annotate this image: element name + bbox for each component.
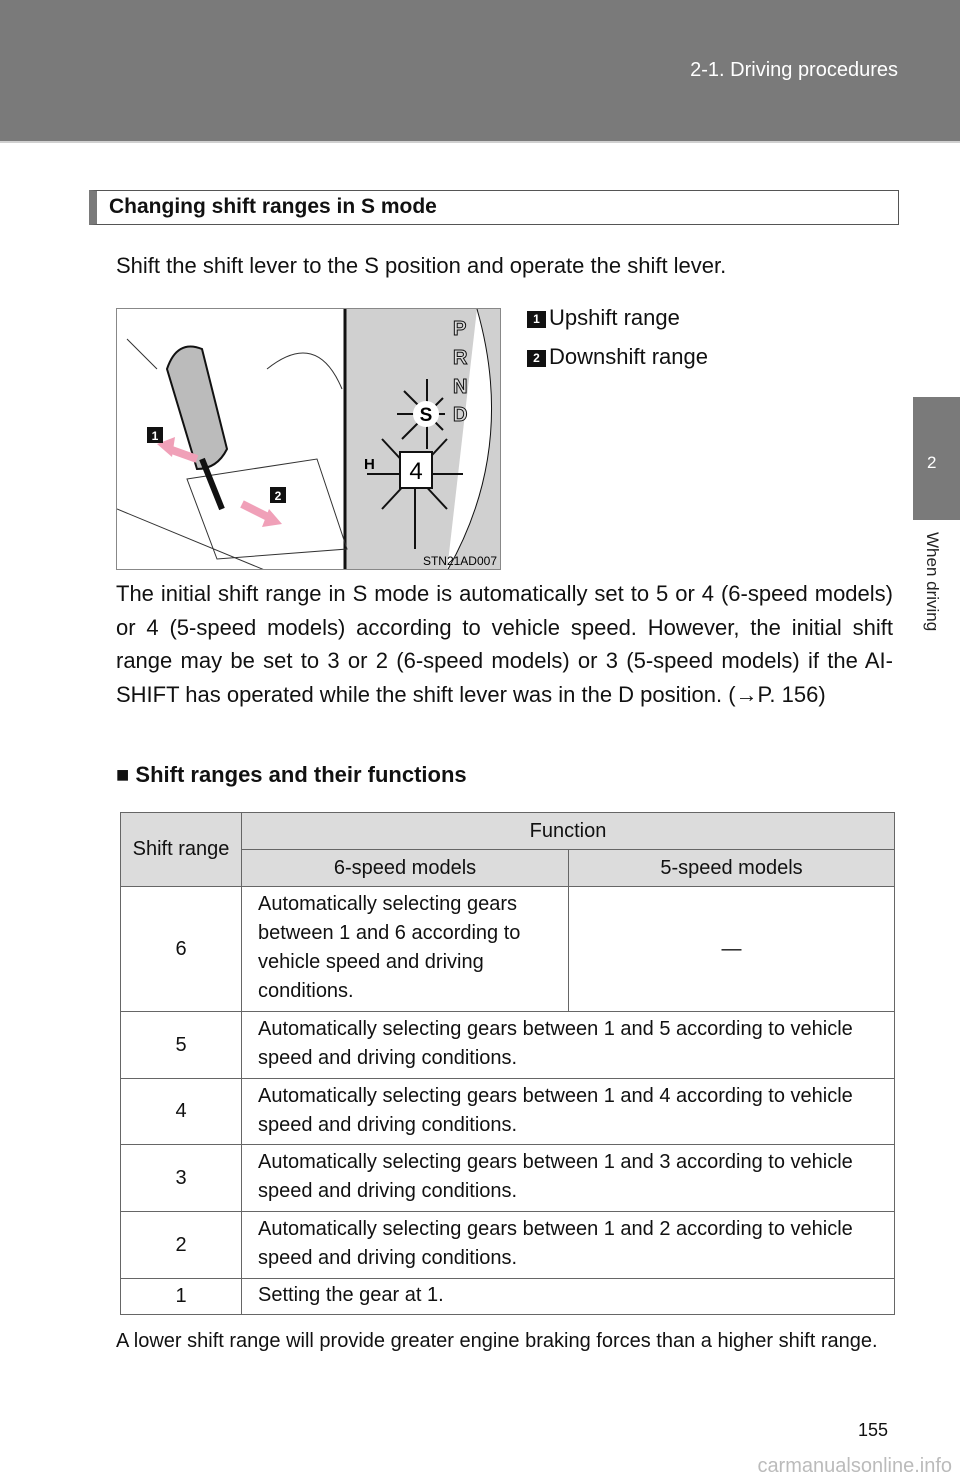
section-title: Changing shift ranges in S mode [89, 190, 899, 225]
table-row: 1 Setting the gear at 1. [121, 1279, 895, 1315]
gear-display: 4 [409, 458, 423, 485]
callout-2: 2 [274, 489, 282, 503]
table-row: 6 Automatically selecting gears between 1 and 6 according to vehicle speed and driving conditions. — [121, 887, 895, 1012]
body-text: The initial shift range in S mode is automatically set to 5 or 4 (6-speed models) or 4 (5-speed models) according to vehicle speed. However, the initial shift range may be set to 3 or 2 (6-speed models) or 3 (5-speed models) if the AI-SHIFT has operated while the shift lever was in the D position. (→P. 156) [116, 581, 893, 707]
th-function: Function [242, 813, 895, 850]
gear-d: D [453, 404, 468, 426]
header-section: 2-1. Driving procedures [690, 59, 898, 81]
shift-range-table [120, 812, 895, 1315]
footnote: A lower shift range will provide greater engine braking forces than a higher shift range. [116, 1330, 878, 1352]
page-header [0, 0, 960, 143]
legend-item: 1 Upshift range [527, 305, 680, 331]
table-row: 2 Automatically selecting gears between 1 and 2 according to vehicle speed and driving conditions. [121, 1212, 895, 1279]
chapter-label: When driving [923, 532, 942, 632]
th-6speed: 6-speed models [242, 850, 569, 887]
page-number: 155 [858, 1420, 889, 1440]
watermark: carmanualsonline.info [757, 1455, 952, 1477]
shift-lever-illustration [116, 308, 501, 570]
intro-text: Shift the shift lever to the S position and operate the shift lever. [116, 253, 727, 278]
table-row: 5 Automatically selecting gears between 1 and 5 according to vehicle speed and driving conditions. [121, 1012, 895, 1079]
th-range: Shift range [121, 813, 242, 887]
figure-code: STN21AD007 [422, 554, 497, 568]
subheading: ■ Shift ranges and their functions [116, 762, 467, 787]
gear-r: R [453, 347, 468, 369]
h-label: H [364, 456, 375, 473]
chapter-tab: 2 [913, 397, 960, 520]
callout-1: 1 [151, 429, 159, 443]
table-row: 4 Automatically selecting gears between 1 and 4 according to vehicle speed and driving conditions. [121, 1079, 895, 1145]
table-row: 3 Automatically selecting gears between 1 and 3 according to vehicle speed and driving conditions. [121, 1145, 895, 1212]
gear-p: P [453, 318, 467, 340]
gear-s: S [419, 405, 433, 426]
gear-n: N [453, 376, 468, 398]
th-5speed: 5-speed models [569, 850, 895, 887]
legend-item: 2 Downshift range [527, 344, 708, 370]
